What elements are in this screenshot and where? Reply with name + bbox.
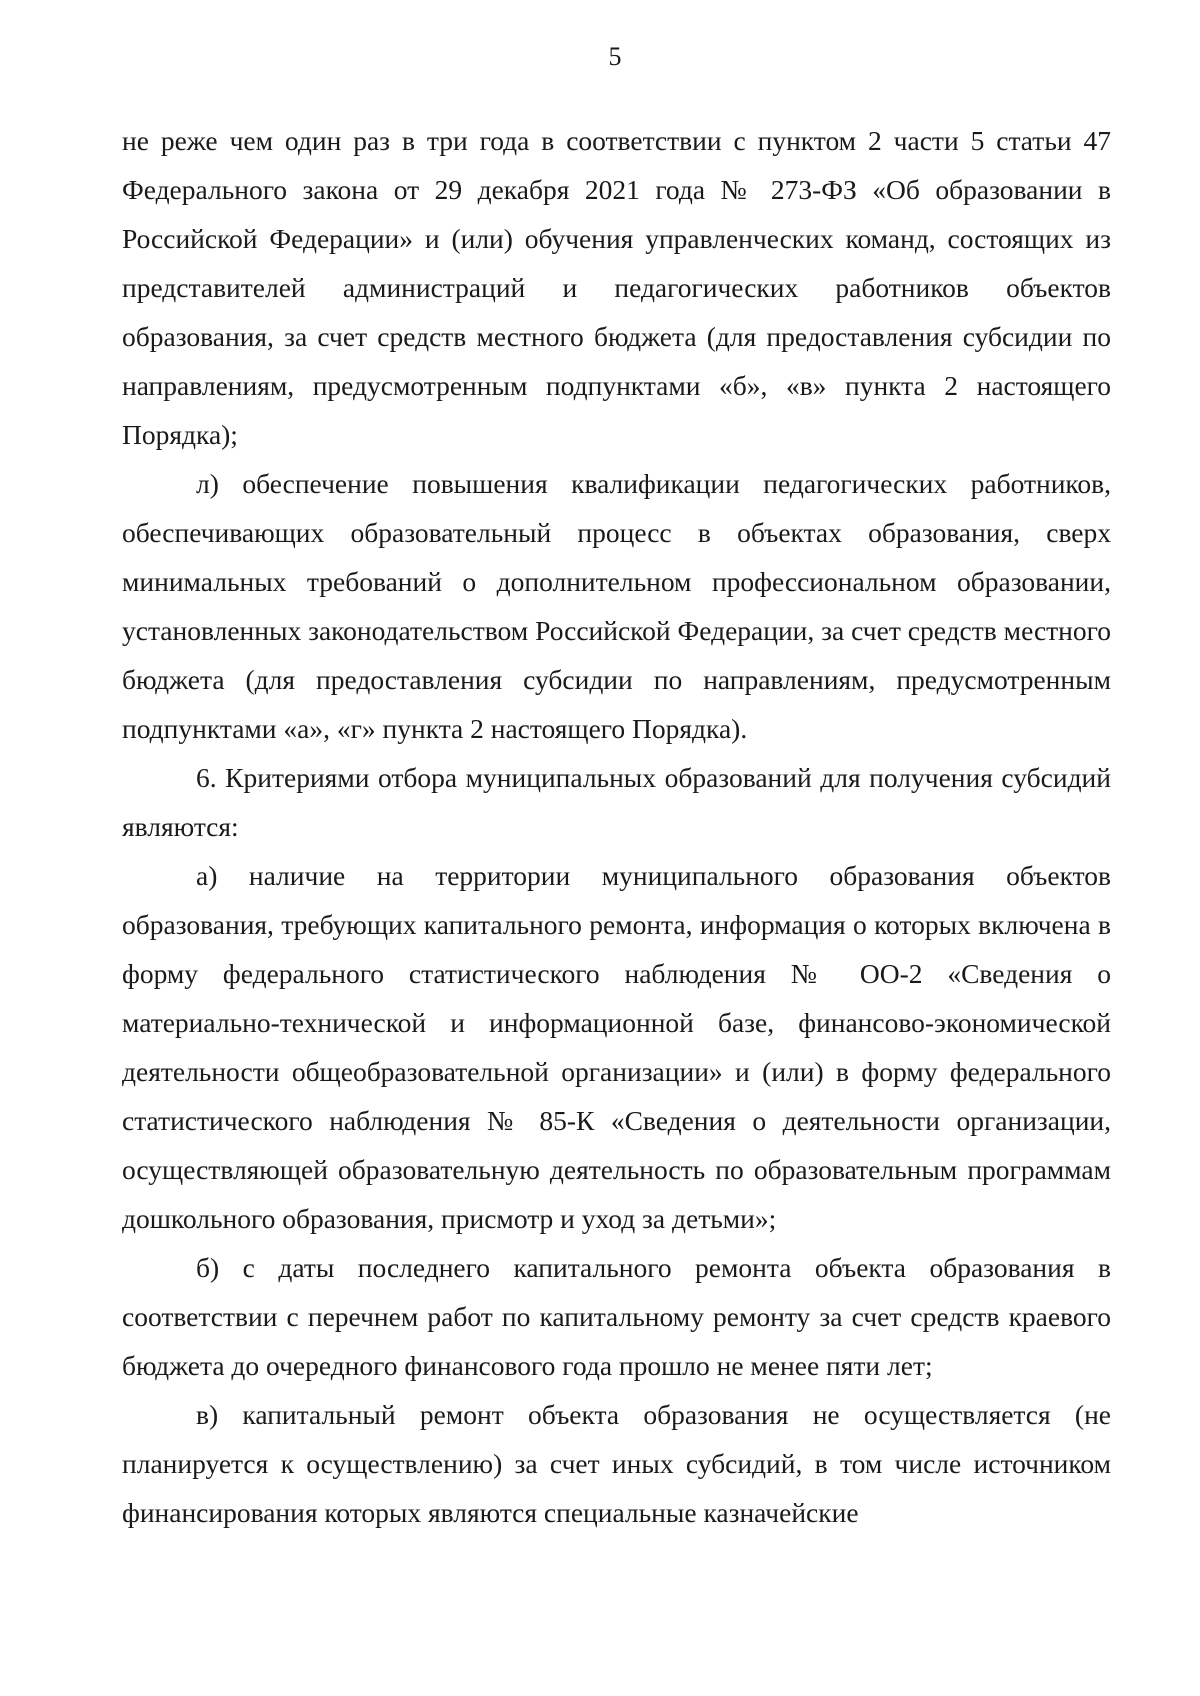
paragraph-section-6: 6. Критериями отбора муниципальных образований для получения субсидий являются: <box>122 762 1111 842</box>
paragraph-item-b: б) с даты последнего капитального ремонта объекта образования в соответствии с перечнем работ по капитальному ремонту за счет средств краевого бюджета до очередного финансового года прошло не менее пяти лет; <box>122 1252 1111 1381</box>
paragraph-item-l: л) обеспечение повышения квалификации педагогических работников, обеспечивающих образовательный процесс в объектах образования, сверх минимальных требований о дополнительном профессиональном образовании, установленных законодательством Российской Федерации, за счет средств местного бюджета (для предоставления субсидии по направлениям, предусмотренным подпунктами «а», «г» пункта 2 настоящего Порядка). <box>122 468 1111 744</box>
paragraph-continuation: не реже чем один раз в три года в соответствии с пунктом 2 части 5 статьи 47 Федерального закона от 29 декабря 2021 года № 273-ФЗ «Об образовании в Российской Федерации» и (или) обучения управленческих команд, состоящих из представителей администраций и педагогических работников объектов образования, за счет средств местного бюджета (для предоставления субсидии по направлениям, предусмотренным подпунктами «б», «в» пункта 2 настоящего Порядка); <box>122 125 1111 450</box>
paragraph-item-v: в) капитальный ремонт объекта образования не осуществляется (не планируется к осуществлению) за счет иных субсидий, в том числе источником финансирования которых являются специальные казначейские <box>122 1399 1111 1528</box>
page-number: 5 <box>608 42 622 71</box>
document-body <box>122 116 1111 1537</box>
paragraph-item-a: а) наличие на территории муниципального образования объектов образования, требующих капитального ремонта, информация о которых включена в форму федерального статистического наблюдения № ОО-2 «Сведения о материально-технической и информационной базе, финансово-экономической деятельности общеобразовательной организации» и (или) в форму федерального статистического наблюдения № 85-К «Сведения о деятельности организации, осуществляющей образовательную деятельность по образовательным программам дошкольного образования, присмотр и уход за детьми»; <box>122 860 1111 1234</box>
